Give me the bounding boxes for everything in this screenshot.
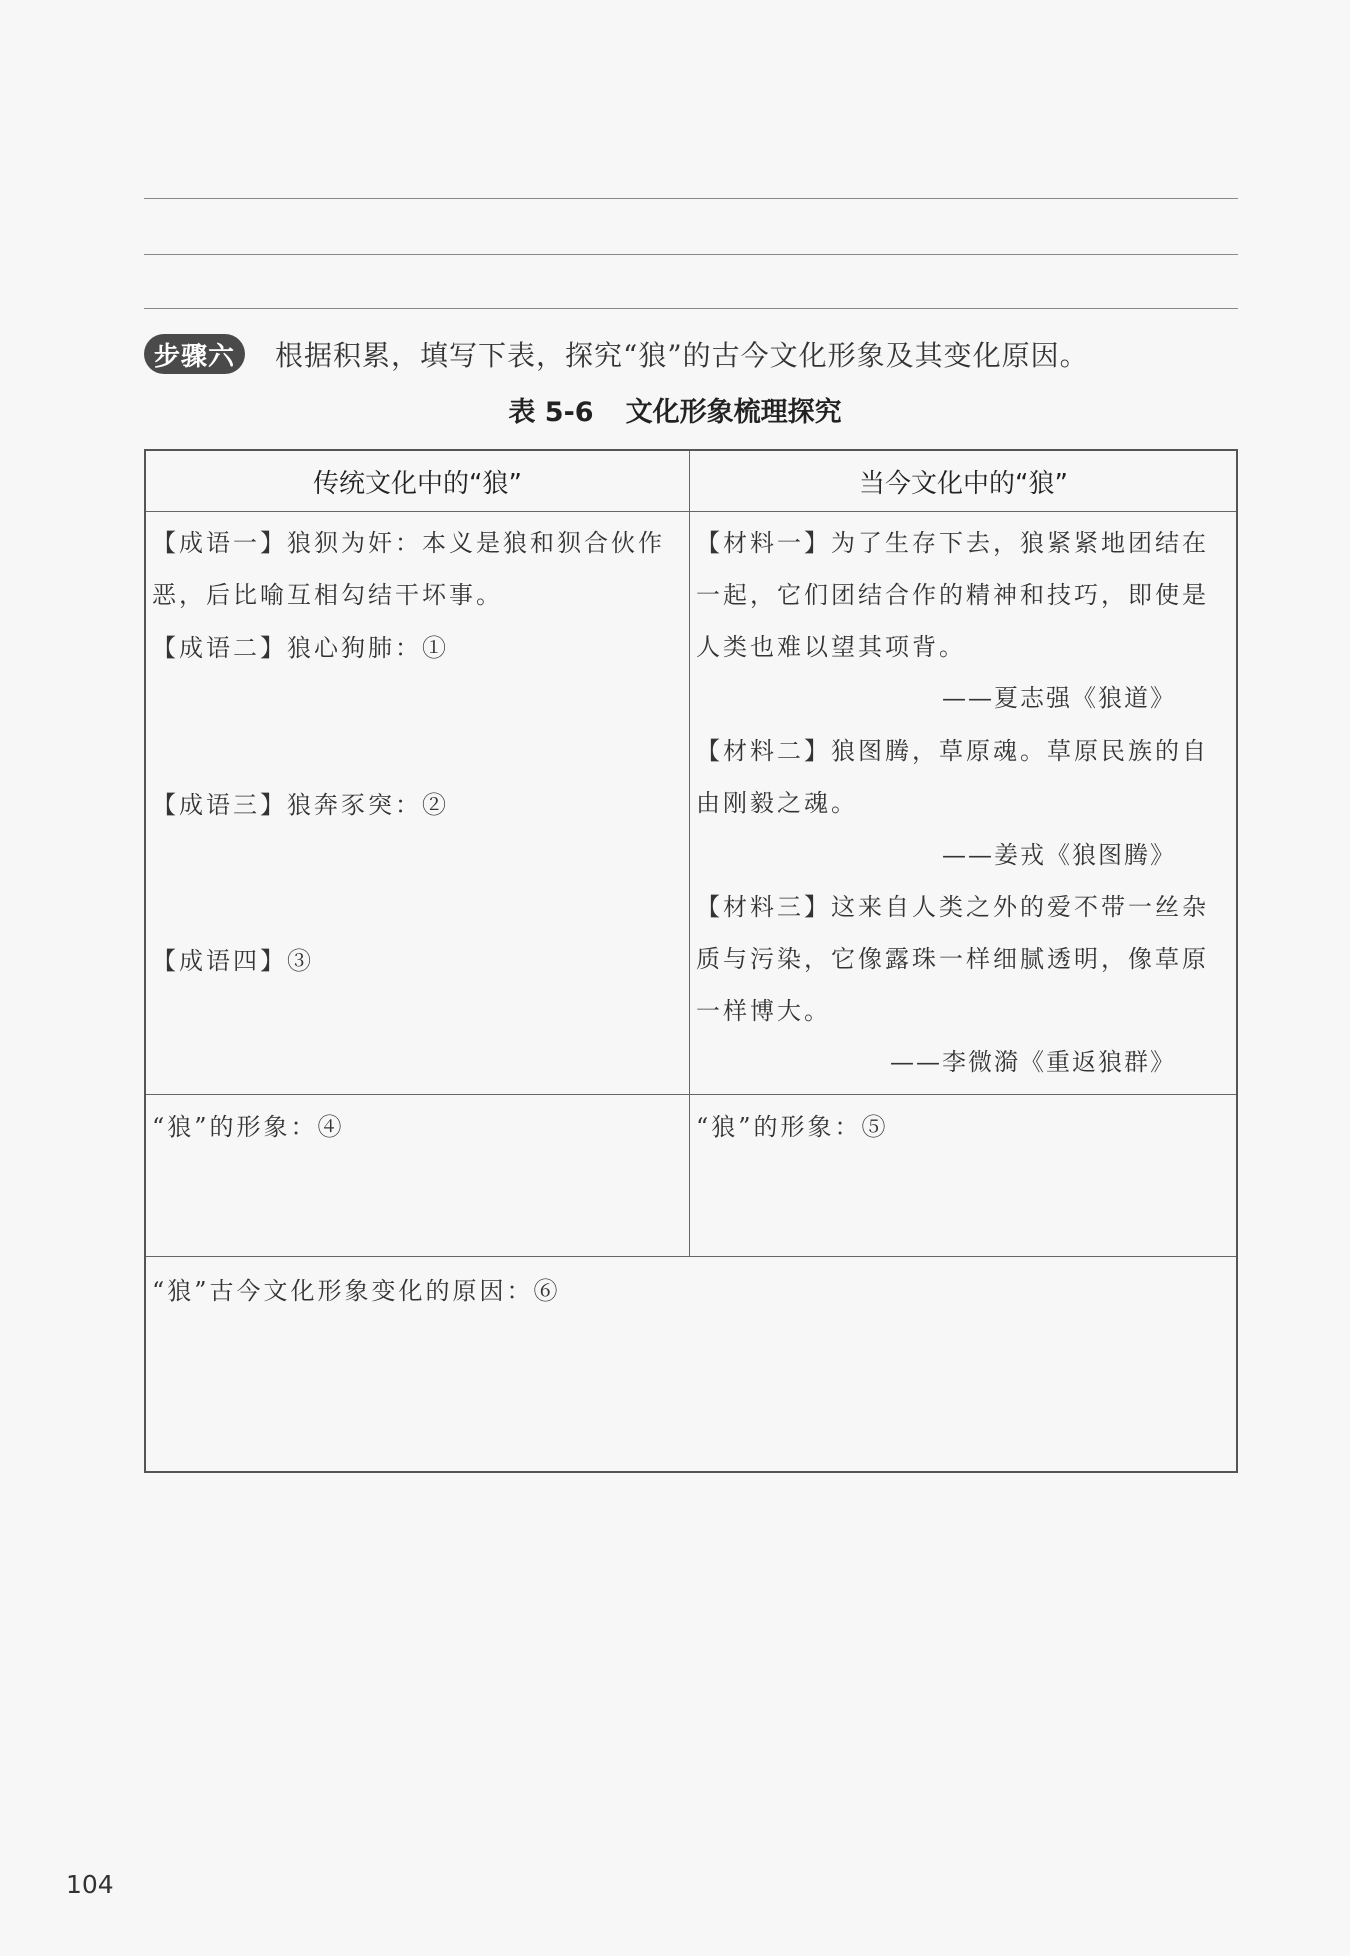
image-traditional: “狼”的形象：④ <box>152 1113 345 1141</box>
material-1-source: ——夏志强《狼道》 <box>942 684 1176 712</box>
step-heading <box>144 332 1089 376</box>
page-number: 104 <box>66 1870 114 1899</box>
step-instruction: 根据积累，填写下表，探究“狼”的古今文化形象及其变化原因。 <box>275 339 1089 372</box>
row-divider <box>146 1094 1236 1095</box>
step-badge: 步骤六 <box>144 334 245 374</box>
idiom-4: 【成语四】③ <box>152 947 314 975</box>
material-2-source: ——姜戎《狼图腾》 <box>942 841 1176 869</box>
material-3: 【材料三】这来自人类之外的爱不带一丝杂质与污染，它像露珠一样细腻透明，像草原一样博大。 <box>696 893 1209 1025</box>
answer-line <box>144 254 1238 255</box>
idiom-1: 【成语一】狼狈为奸：本义是狼和狈合伙作恶，后比喻互相勾结干坏事。 <box>152 529 665 609</box>
row-divider <box>146 1256 1236 1257</box>
material-3-source: ——李微漪《重返狼群》 <box>890 1048 1176 1076</box>
image-modern: “狼”的形象：⑤ <box>696 1113 889 1141</box>
table-caption <box>0 390 1350 429</box>
material-1: 【材料一】为了生存下去，狼紧紧地团结在一起，它们团结合作的精神和技巧，即使是人类也难以望其项背。 <box>696 529 1209 661</box>
row-divider <box>146 511 1236 512</box>
idiom-2: 【成语二】狼心狗肺：① <box>152 634 449 662</box>
answer-line <box>144 198 1238 199</box>
change-reason: “狼”古今文化形象变化的原因：⑥ <box>152 1277 561 1305</box>
table-title: 文化形象梳理探究 <box>625 397 842 428</box>
idiom-3: 【成语三】狼奔豕突：② <box>152 791 449 819</box>
column-divider <box>689 451 690 1256</box>
answer-line <box>144 308 1238 309</box>
header-traditional: 传统文化中的“狼” <box>313 468 522 499</box>
header-modern: 当今文化中的“狼” <box>859 468 1068 499</box>
table-number: 表 5-6 <box>508 397 594 428</box>
culture-image-table <box>144 449 1238 1473</box>
material-2: 【材料二】狼图腾，草原魂。草原民族的自由刚毅之魂。 <box>696 737 1209 817</box>
